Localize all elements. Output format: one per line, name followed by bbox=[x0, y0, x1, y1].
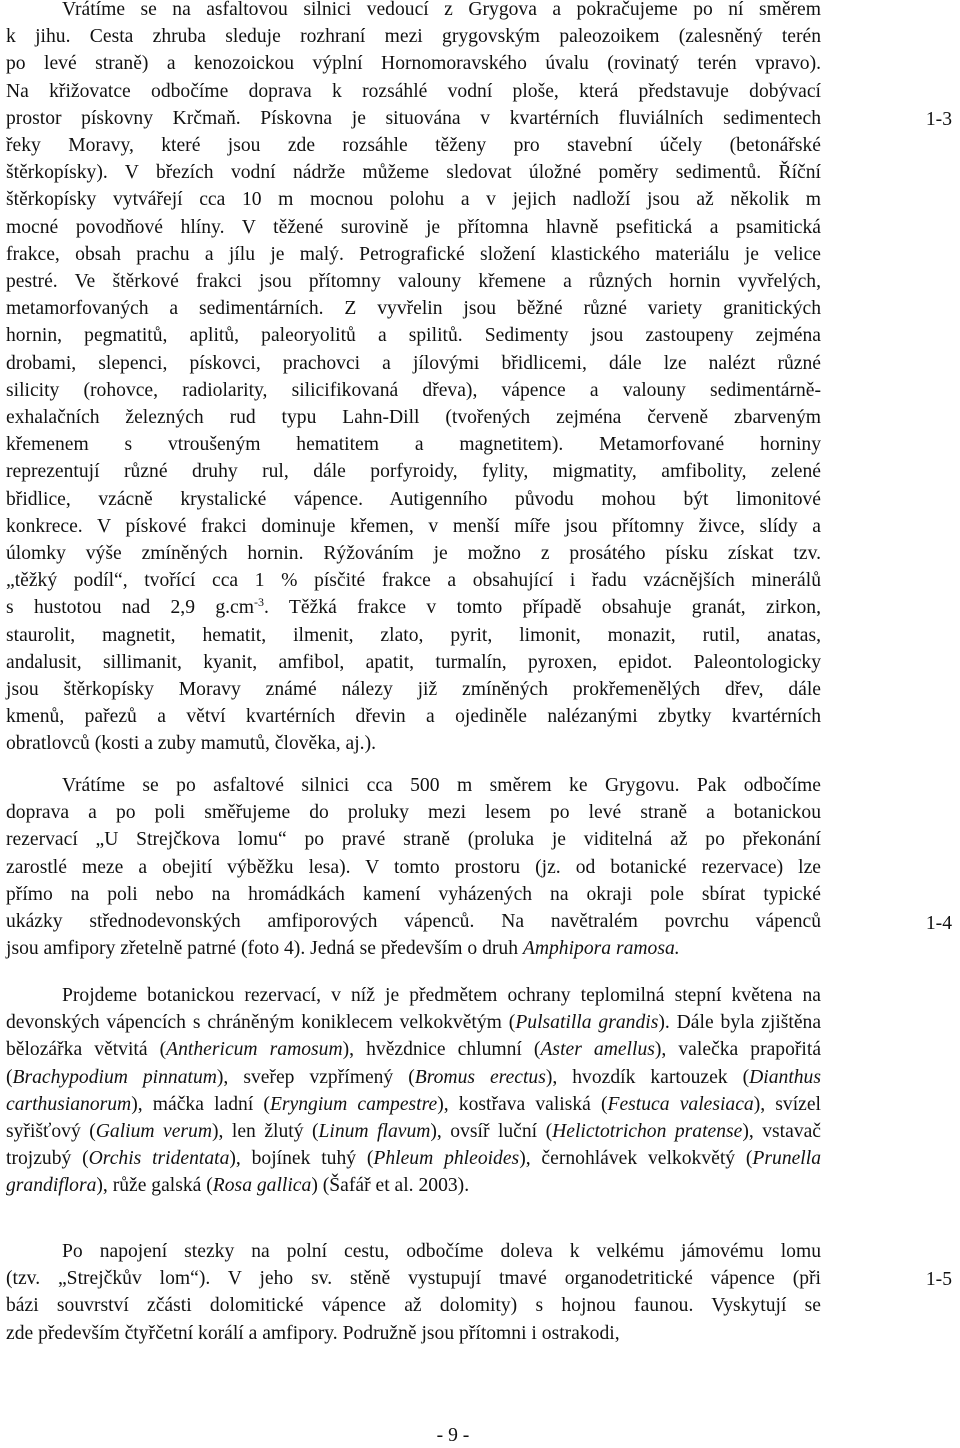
margin-reference-1-5: 1-5 bbox=[925, 1269, 952, 1290]
paragraph-botanical-reserve bbox=[6, 982, 821, 1200]
text-line-last: jsou amfipory zřetelně patrné (foto 4). Jedná se především o druh Amphipora ramosa. bbox=[6, 938, 680, 960]
text-run: ), ovsíř luční ( bbox=[430, 1121, 553, 1143]
text-line: prostor pískovny Krčmaň. Pískovna je situována v kvartérních fluviálních sedimentech bbox=[6, 107, 821, 129]
text-run: ), hvozdík kartouzek ( bbox=[545, 1066, 750, 1088]
text-line: staurolit, magnetit, hematit, ilmenit, zlato, pyrit, limonit, monazit, rutil, anatas, bbox=[6, 624, 821, 646]
paragraph-krcman-gravel-pit bbox=[6, 0, 821, 758]
margin-reference-1-4: 1-4 bbox=[925, 913, 952, 934]
text-line: štěrkopísky). V březích vodní nádrže můžeme sledovat úložné poměry sedimentů. Říční bbox=[6, 162, 821, 184]
text-line: mocné povodňové hlíny. V těžené surovině je přítomna hlavně psefitická a psamitická bbox=[6, 216, 821, 238]
text-line: reprezentují různé druhy rul, dále porfyroidy, fylity, migmatity, amfibolity, zelené bbox=[6, 461, 821, 483]
species-name-italic: Festuca valesiaca bbox=[607, 1093, 754, 1115]
margin-reference-1-3: 1-3 bbox=[925, 109, 952, 130]
text-run: ), máčka ladní ( bbox=[131, 1093, 270, 1115]
species-name-italic: Rosa gallica bbox=[212, 1175, 312, 1197]
text-line: řeky Moravy, které jsou zde rozsáhle těženy pro stavební účely (betonářské bbox=[6, 135, 821, 157]
text-line: exhalačních železných rud typu Lahn-Dill (tvořených zejména červeně zbarveným bbox=[6, 407, 821, 429]
species-name-italic: Orchis tridentata bbox=[88, 1148, 230, 1170]
species-name-italic: Helictotrichon pratense bbox=[552, 1121, 743, 1143]
text-run: ), růže galská ( bbox=[96, 1175, 213, 1197]
text-run: ), valečka prapořitá ( bbox=[6, 1039, 822, 1088]
species-name-italic: Prunella grandiflora bbox=[6, 1148, 821, 1197]
species-name-italic: Brachypodium pinnatum bbox=[12, 1066, 217, 1088]
text-line: „těžký podíl“, tvořící cca 1 % písčité frakce a obsahující i řadu vzácnějších minerálů bbox=[6, 570, 821, 592]
text-line: ukázky střednodevonských amfiporových vápenců. Na navětralém povrchu vápenců bbox=[6, 911, 821, 933]
text-line: (tzv. „Strejčkův lom“). V jeho sv. stěně vystupují tmavé organodetritické vápence (při bbox=[6, 1268, 821, 1290]
text-run: ), hvězdnice chlumní ( bbox=[342, 1039, 541, 1061]
text-line: jsou štěrkopísky Moravy známé nálezy již zmíněných prokřemenělých dřev, dále bbox=[6, 679, 821, 701]
text-line: Vrátíme se po asfaltové silnici cca 500 m směrem ke Grygovu. Pak odbočíme bbox=[62, 775, 821, 796]
text-line: frakce, obsah prachu a jílu je malý. Petrografické složení klastického materiálu je velice bbox=[6, 243, 821, 265]
document-page bbox=[6, 0, 960, 1448]
text-line: metamorfovaných a sedimentárních. Z vyvřelin jsou běžné různé variety granitických bbox=[6, 298, 821, 320]
text-line: obratlovců (kosti a zuby mamutů, člověka, aj.). bbox=[6, 733, 376, 755]
species-name-italic: Pulsatilla grandis bbox=[515, 1012, 659, 1034]
text-line-density: s hustotou nad 2,9 $g.cm^{-3}$. Těžká frakce v tomto případě obsahuje granát, zirkon, bbox=[6, 595, 821, 619]
text-run: ), kostřava valiská ( bbox=[437, 1093, 608, 1115]
species-name-italic: Linum flavum bbox=[318, 1121, 431, 1143]
species-name-italic: Aster amellus bbox=[540, 1039, 655, 1061]
text-line: rezervací „U Strejčkova lomu“ po pravé straně (proluka je viditelná až po překonání bbox=[6, 829, 821, 851]
text-run: ), sveřep vzpřímený ( bbox=[216, 1066, 415, 1088]
text-run: ), vstavač trojzubý ( bbox=[6, 1121, 822, 1170]
species-name-italic: Phleum phleoides bbox=[373, 1148, 520, 1170]
text-run: ), svízel syřišťový ( bbox=[6, 1093, 821, 1143]
text-line: silicity (rohovce, radiolarity, silicifikovaná dřeva), vápence a valouny sedimentárně- bbox=[6, 379, 821, 401]
text-run: ). Dále byla zjištěna bělozářka větvitá ( bbox=[6, 1012, 822, 1061]
text-run: ), černohlávek velkokvětý ( bbox=[519, 1148, 753, 1170]
text-run: ) (Šafář et al. 2003). bbox=[311, 1175, 470, 1197]
text-line: bázi souvrství zčásti dolomitické vápence až dolomity) s hojnou faunou. Vyskytují se bbox=[6, 1295, 821, 1317]
text-line: drobami, slepenci, pískovci, prachovci a jílovými břidlicemi, dále lze nalézt různé bbox=[6, 352, 821, 374]
text-line: křemenem s vtroušeným hematitem a magnetitem). Metamorfované horniny bbox=[6, 434, 821, 456]
species-name-italic: Eryngium campestre bbox=[269, 1093, 438, 1115]
text-line: konkrece. V pískové frakci dominuje křemen, v menší míře jsou přítomny živce, slídy a bbox=[6, 515, 821, 537]
text-line: k jihu. Cesta zhruba sleduje rozhraní mezi grygovským paleozoikem (zalesněný terén bbox=[6, 26, 821, 48]
text-line: andalusit, sillimanit, kyanit, amfibol, apatit, turmalín, pyroxen, epidot. Paleontologicky bbox=[6, 651, 821, 673]
text-line: po levé straně) a kenozoickou výplní Hornomoravského úvalu (rovinatý terén vpravo). bbox=[6, 53, 821, 75]
text-line: kmenů, pařezů a větví kvartérních dřevin a ojediněle nalézanými zbytky kvartérních bbox=[6, 706, 821, 728]
text-line: doprava a po poli směřujeme do proluky mezi lesem po levé straně a botanickou bbox=[6, 802, 821, 824]
text-line: břidlice, vzácně krystalické vápence. Autigenního původu mohou být limonitové bbox=[6, 488, 821, 510]
text-line: pestré. Ve štěrkové frakci jsou přítomny valouny křemene a různých hornin vyvřelých, bbox=[6, 271, 821, 293]
paragraph-amphipora-limestone bbox=[6, 772, 821, 962]
text-line: zde především čtyřčetní korálí a amfipory. Podružně jsou přítomni i ostrakodi, bbox=[6, 1322, 620, 1344]
page-number: - 9 - bbox=[436, 1425, 470, 1446]
species-name-italic: Anthericum ramosum bbox=[166, 1039, 343, 1061]
text-line: zarostlé meze a obejití výběžku lesa). V tomto prostoru (jz. od botanické rezervace) lze bbox=[6, 856, 821, 878]
species-name-italic: Bromus erectus bbox=[414, 1066, 546, 1088]
text-run: Projdeme botanickou rezervací, v níž je předmětem ochrany teplomilná stepní květena na devonských vápencích s chráněným koniklecem velkokvětým ( bbox=[6, 985, 821, 1034]
text-line: hornin, pegmatitů, aplitů, paleoryolitů a spilitů. Sedimenty jsou zastoupeny zejména bbox=[6, 325, 821, 347]
text-line: Vrátíme se na asfaltovou silnici vedoucí z Grygova a pokračujeme po ní směrem bbox=[62, 0, 821, 20]
paragraph-strejckuv-lom bbox=[6, 1238, 821, 1347]
text-line: Po napojení stezky na polní cestu, odbočíme doleva k velkému jámovému lomu bbox=[62, 1241, 821, 1262]
superscript-exponent: -3 bbox=[254, 595, 264, 610]
text-run: ), bojínek tuhý ( bbox=[229, 1148, 374, 1170]
text-run: ), len žlutý ( bbox=[212, 1121, 319, 1143]
species-name-italic: Galium verum bbox=[95, 1121, 213, 1143]
species-name-italic: Amphipora ramosa. bbox=[522, 938, 680, 960]
text-line: úlomky výše zmíněných hornin. Rýžováním je možno z prosátého písku získat tzv. bbox=[6, 543, 821, 565]
text-line: přímo na poli nebo na hromádkách kamení vyházených na okraji pole sbírat typické bbox=[6, 883, 821, 905]
text-line: štěrkopísky vytvářejí cca 10 m mocnou polohu a v jejich nadloží jsou až několik m bbox=[6, 189, 821, 211]
text-line: Na křižovatce odbočíme doprava k rozsáhlé vodní ploše, která představuje dobývací bbox=[6, 80, 821, 102]
species-name-italic: Dianthus carthusianorum bbox=[6, 1066, 821, 1115]
